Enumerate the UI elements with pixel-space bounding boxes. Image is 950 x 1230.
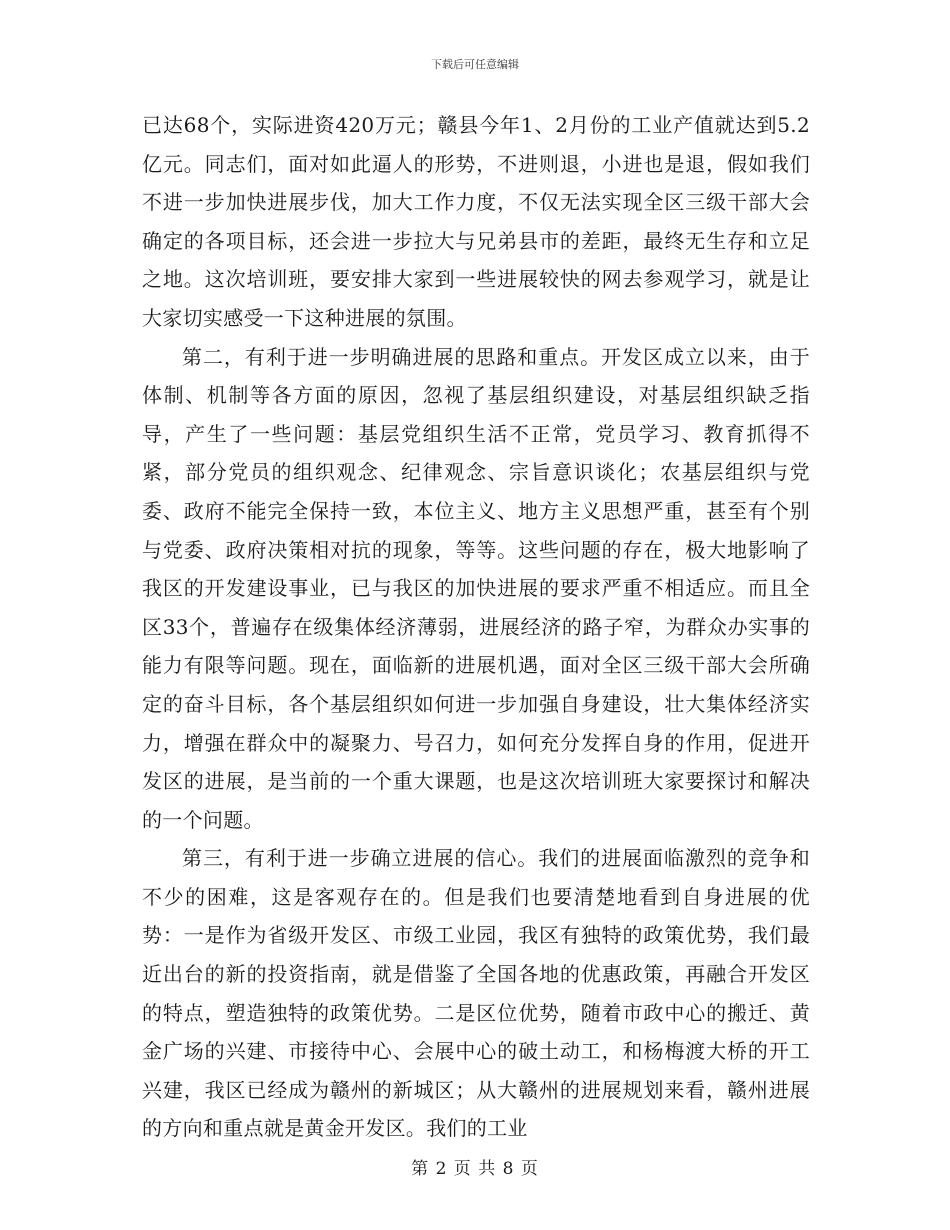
page-footer: 第 2 页 共 8 页 xyxy=(411,1159,539,1179)
document-body xyxy=(142,106,810,1148)
page-header: 下载后可任意编辑 xyxy=(431,58,519,71)
paragraph-2: 第二，有利于进一步明确进展的思路和重点。开发区成立以来，由于体制、机制等各方面的原因，忽视了基层组织建设，对基层组织缺乏指导，产生了一些问题：基层党组织生活不正常，党员学习、教育抓得不紧，部分党员的组织观念、纪律观念、宗旨意识谈化；农基层组织与党委、政府不能完全保持一致，本位主义、地方主义思想严重，甚至有个别与党委、政府决策相对抗的现象，等等。这些问题的存在，极大地影响了我区的开发建设事业，已与我区的加快进展的要求严重不相适应。而且全区33个，普遍存在级集体经济薄弱，进展经济的路子窄，为群众办实事的能力有限等问题。现在，面临新的进展机遇，面对全区三级干部大会所确定的奋斗目标，各个基层组织如何进一步加强自身建设，壮大集体经济实力，增强在群众中的凝聚力、号召力，如何充分发挥自身的作用，促进开发区的进展，是当前的一个重大课题，也是这次培训班大家要探讨和解决的一个问题。 xyxy=(142,344,810,832)
paragraph-3: 第三，有利于进一步确立进展的信心。我们的进展面临激烈的竞争和不少的困难，这是客观存在的。但是我们也要清楚地看到自身进展的优势：一是作为省级开发区、市级工业园，我区有独特的政策优势，我们最近出台的新的投资指南，就是借鉴了全国各地的优惠政策，再融合开发区的特点，塑造独特的政策优势。二是区位优势，随着市政中心的搬迁、黄金广场的兴建、市接待中心、会展中心的破土动工，和杨梅渡大桥的开工兴建，我区已经成为赣州的新城区；从大赣州的进展规划来看，赣州进展的方向和重点就是黄金开发区。我们的工业 xyxy=(142,846,810,1141)
paragraph-1: 已达68个，实际进资420万元；赣县今年1、2月份的工业产值就达到5.2亿元。同志们，面对如此逼人的形势，不进则退，小进也是退，假如我们不进一步加快进展步伐，加大工作力度，不仅无法实现全区三级干部大会确定的各项目标，还会进一步拉大与兄弟县市的差距，最终无生存和立足之地。这次培训班，要安排大家到一些进展较快的网去参观学习，就是让大家切实感受一下这种进展的氛围。 xyxy=(142,113,810,330)
